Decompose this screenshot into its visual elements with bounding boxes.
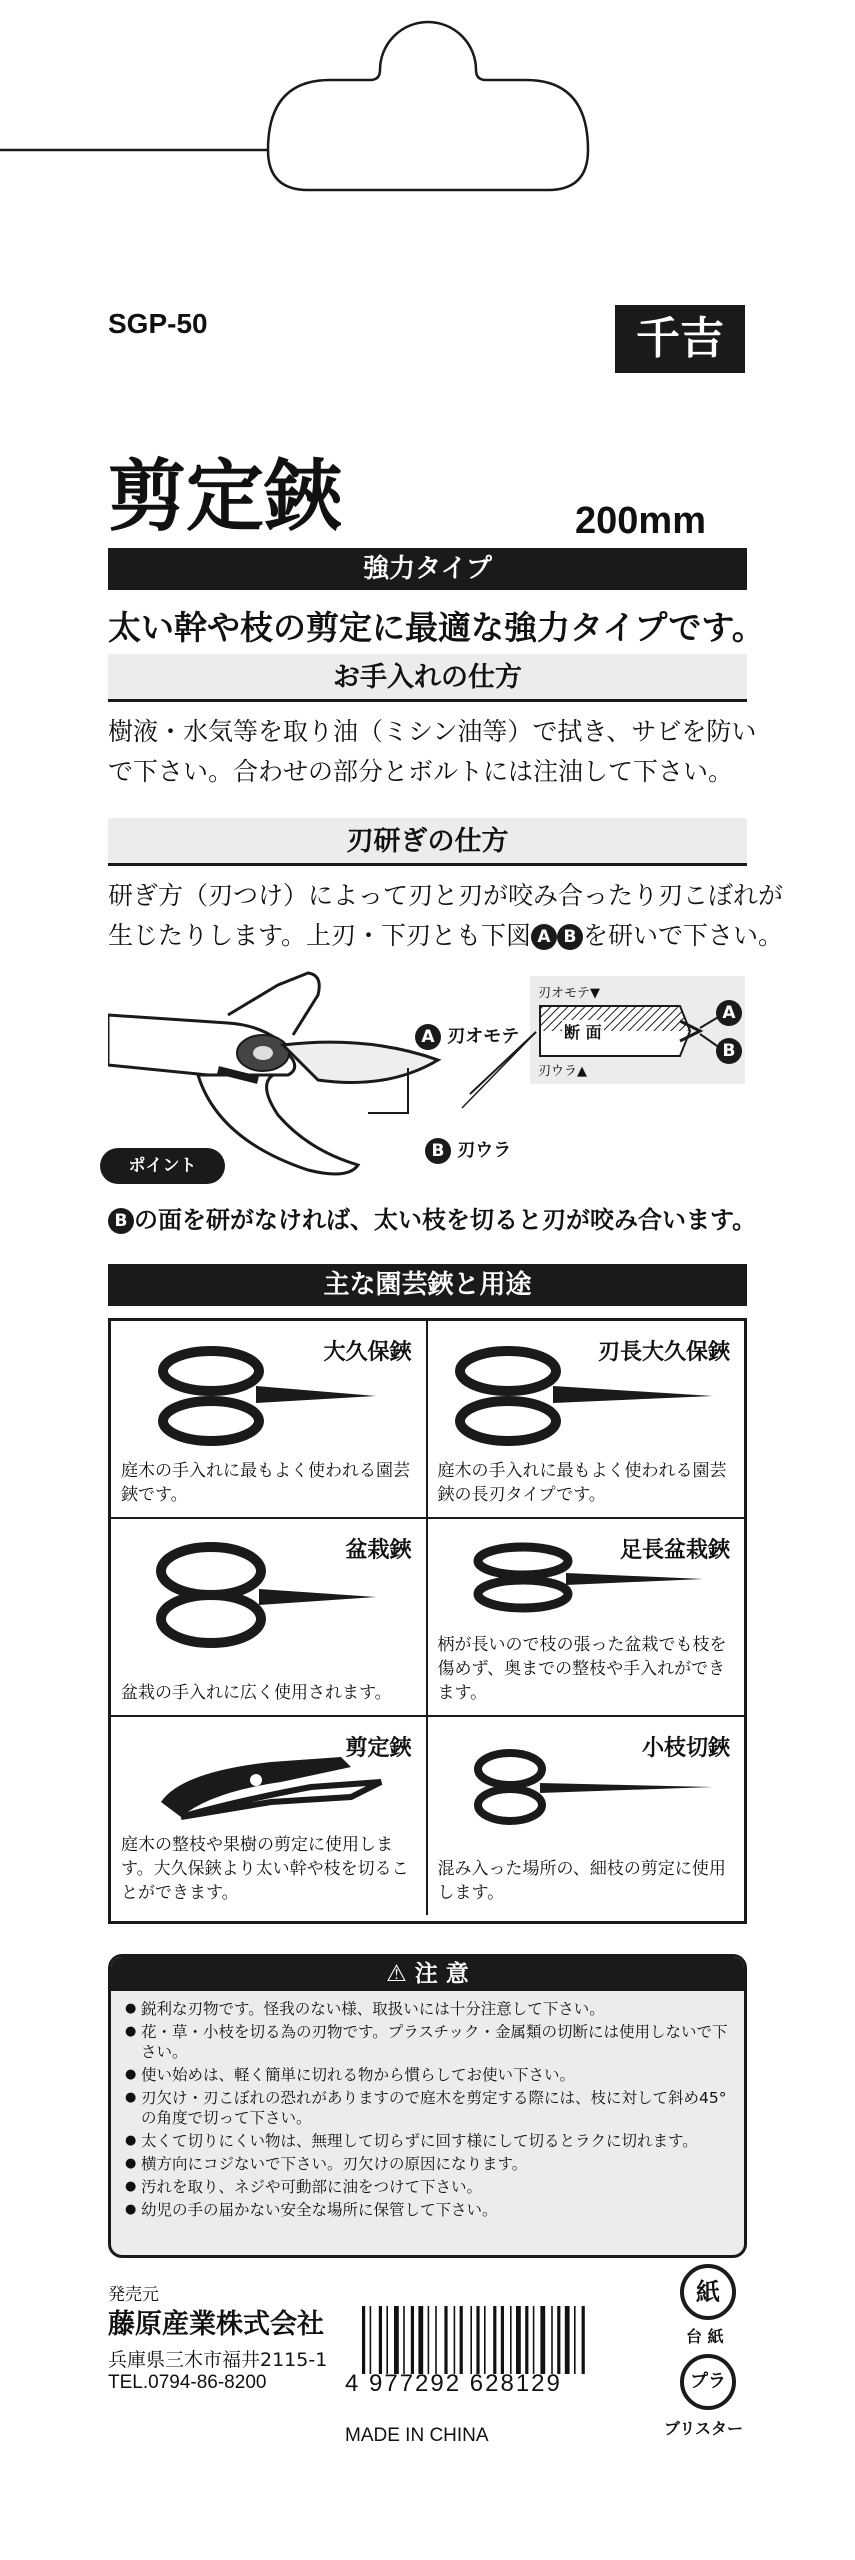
scissor-desc: 庭木の手入れに最もよく使われる園芸鋏です。 (121, 1461, 410, 1505)
caution-heading: ⚠ 注 意 (111, 1957, 744, 1991)
plastic-recycle-label: ブリスター (664, 2419, 744, 2438)
paper-recycle-label: 台 紙 (686, 2327, 724, 2346)
tagline: 太い幹や枝の剪定に最適な強力タイプです。 (108, 608, 765, 647)
scissor-name: 小枝切鋏 (641, 1736, 730, 1761)
label-b-mark: B (425, 1138, 451, 1164)
scissor-name: 大久保鋏 (323, 1340, 412, 1365)
scissor-desc: 庭木の整枝や果樹の剪定に使用します。大久保鋏より太い幹や枝を切ることができます。 (121, 1835, 409, 1903)
inset-bottom-label: 刃ウラ▲ (538, 1064, 587, 1079)
model-number: SGP-50 (108, 308, 208, 339)
inset-top-label: 刃オモテ▼ (538, 986, 600, 1001)
care-heading-label: お手入れの仕方 (333, 662, 522, 693)
label-b-text: 刃ウラ (457, 1140, 512, 1161)
plastic-recycle-mark-text: プラ (690, 2371, 726, 2392)
company-tel: TEL.0794-86-8200 (108, 2372, 267, 2393)
scissor-card (428, 1519, 745, 1717)
caution-item: ● 幼児の手の届かない安全な場所に保管して下さい。 (125, 2200, 730, 2220)
company-address: 兵庫県三木市福井2115-1 (108, 2349, 328, 2371)
product-size: 200mm (575, 500, 706, 542)
uses-heading (108, 1264, 747, 1306)
brand-logo-text: 千吉 (636, 313, 724, 364)
scissor-card (428, 1717, 745, 1915)
caution-item: ● 太くて切りにくい物は、無理して切らずに回す様にして切るとラクに切れます。 (125, 2131, 730, 2151)
mark-a-icon: A (531, 924, 557, 950)
caution-item: ● 鋭利な刃物です。怪我のない様、取扱いには十分注意して下さい。 (125, 1999, 730, 2019)
scissor-name: 足長盆栽鋏 (619, 1538, 730, 1563)
type-banner-label: 強力タイプ (363, 554, 492, 584)
sharpen-line-2 (108, 916, 783, 956)
scissor-desc: 盆栽の手入れに広く使用されます。 (121, 1683, 392, 1703)
caution-item: ● 横方向にコジないで下さい。刃欠けの原因になります。 (125, 2154, 730, 2174)
scissor-name: 盆栽鋏 (345, 1538, 412, 1563)
point-note (108, 1200, 756, 1235)
sharpen-heading (108, 818, 747, 866)
scissor-card (111, 1717, 428, 1915)
point-text: の面を研がなければ、太い枝を切ると刃が咬み合います。 (134, 1206, 757, 1234)
plastic-recycle-mark (680, 2354, 736, 2410)
caution-item: ● 使い始めは、軽く簡単に切れる物から慣らしてお使い下さい。 (125, 2065, 730, 2085)
uses-heading-label: 主な園芸鋏と用途 (323, 1270, 532, 1300)
inset-mark-b: B (716, 1038, 742, 1064)
scissor-name: 剪定鋏 (345, 1736, 412, 1761)
sharpen-line-1: 研ぎ方（刃つけ）によって刃と刃が咬み合ったり刃こぼれが (108, 881, 784, 910)
paper-recycle-mark (680, 2264, 736, 2320)
mark-b-icon: B (557, 924, 583, 950)
paper-recycle-mark-text: 紙 (696, 2278, 720, 2306)
caution-box (108, 1954, 747, 2258)
scissors-grid (108, 1318, 747, 1924)
care-text (108, 712, 756, 792)
brand-logo (615, 305, 745, 373)
made-in: MADE IN CHINA (345, 2425, 489, 2446)
care-line-1: 樹液・水気等を取り油（ミシン油等）で拭き、サビを防い (108, 717, 757, 746)
care-heading (108, 654, 747, 702)
section-inset (530, 976, 745, 1084)
scissor-desc: 混み入った場所の、細枝の剪定に使用します。 (437, 1859, 726, 1903)
scissor-card (111, 1321, 428, 1519)
label-a-text: 刃オモテ (447, 1026, 520, 1047)
inset-pointer (460, 1030, 540, 1110)
care-line-2: で下さい。合わせの部分とボルトには注油して下さい。 (108, 757, 734, 786)
scissor-name: 刃長大久保鋏 (597, 1340, 730, 1365)
point-badge (100, 1148, 225, 1184)
sharpen-heading-label: 刃研ぎの仕方 (346, 826, 509, 857)
company-name: 藤原産業株式会社 (108, 2309, 324, 2340)
label-a-mark: A (415, 1024, 441, 1050)
barcode (360, 2306, 645, 2374)
sharpen-text (108, 876, 783, 956)
scissor-card (428, 1321, 745, 1519)
sharpen-line-2-pre: 生じたりします。上刃・下刃とも下図 (108, 921, 532, 950)
caution-list (111, 1991, 744, 2220)
scissor-card (111, 1519, 428, 1717)
sharpen-line-2-post: を研いで下さい。 (583, 921, 784, 950)
inset-section-label: 断 面 (562, 1020, 604, 1043)
shears-illustration-icon (108, 973, 438, 1174)
scissor-desc: 柄が長いので枝の張った盆栽でも枝を傷めず、奥までの整枝や手入れができます。 (437, 1635, 727, 1703)
barcode-digits: 4 977292 628129 (345, 2370, 562, 2397)
inset-mark-a: A (716, 1000, 742, 1026)
caution-item: ● 花・草・小枝を切る為の刃物です。プラスチック・金属類の切断には使用しないで下さい。 (125, 2022, 730, 2062)
seller-label: 発売元 (108, 2285, 159, 2305)
caution-item: ● 汚れを取り、ネジや可動部に油をつけて下さい。 (125, 2177, 730, 2197)
product-title: 剪定鋏 (108, 451, 343, 542)
point-mark-b: B (108, 1208, 134, 1234)
type-banner (108, 548, 747, 590)
hang-hole (0, 0, 855, 200)
caution-item: ● 刃欠け・刃こぼれの恐れがありますので庭木を剪定する際には、枝に対して斜め45°の角度で切って下さい。 (125, 2088, 730, 2128)
point-badge-label: ポイント (128, 1156, 197, 1176)
label-b (425, 1136, 511, 1164)
scissor-desc: 庭木の手入れに最もよく使われる園芸鋏の長刃タイプです。 (437, 1461, 727, 1505)
